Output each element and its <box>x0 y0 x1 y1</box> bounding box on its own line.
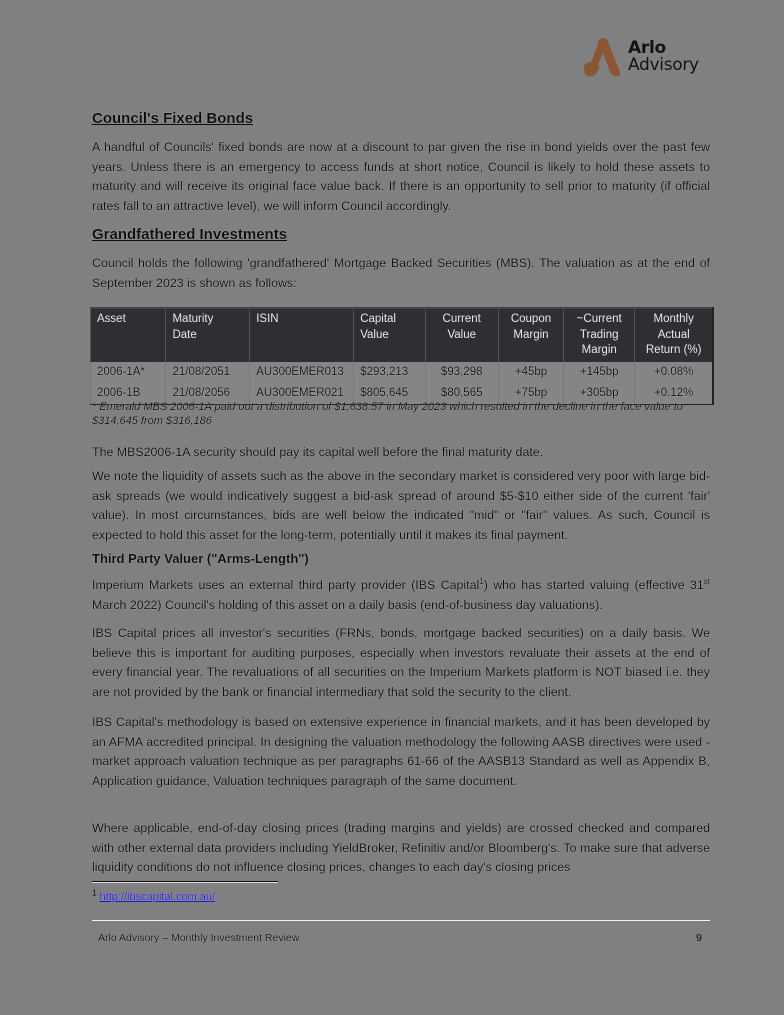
cell-coupon: +45bp <box>498 362 563 383</box>
footnote-marker: 1 <box>92 888 97 898</box>
table-row <box>91 362 714 383</box>
heading-grandfathered-investments: Grandfathered Investments <box>92 226 288 243</box>
cell-return: +0.08% <box>635 362 713 383</box>
table-footnote: * Emerald MBS 2006-1A paid out a distribution of $1,638.57 in May 2023 which resulted in the decline in the face value to $314,645 from $316,186 <box>92 401 683 427</box>
cell-asset: 2006-1B <box>91 383 166 405</box>
col-capital-value: Capital Value <box>354 308 425 362</box>
cell-current: $80,565 <box>425 383 498 405</box>
ibs-capital-link[interactable]: http://ibscapital.com.au/ <box>99 891 216 903</box>
col-monthly-return: Monthly Actual Return (%) <box>635 308 713 362</box>
cell-current: $93,298 <box>425 362 498 383</box>
heading-fixed-bonds: Council's Fixed Bonds <box>92 110 254 127</box>
footnote-ref-1[interactable]: 1 <box>479 576 484 586</box>
arlo-advisory-logo <box>580 34 715 80</box>
arlo-a-mark-icon <box>580 36 622 78</box>
footnote-separator <box>92 881 278 883</box>
page-number: 9 <box>696 932 702 944</box>
col-asset: Asset <box>91 308 166 362</box>
footer-divider <box>92 920 710 921</box>
footer-title: Arlo Advisory – Monthly Investment Review <box>98 932 300 944</box>
paragraph-grandfathered: Council holds the following 'grandfathered' Mortgage Backed Securities (MBS). The valuation as at the end of September 2023 is shown as follows: <box>92 256 710 290</box>
cell-isin: AU300EMER013 <box>250 362 354 383</box>
cell-capital: $805,645 <box>354 383 425 405</box>
paragraph-methodology: IBS Capital's methodology is based on extensive experience in financial markets, and it has been developed by an AFMA accredited principal. In designing the valuation methodology the following AASB directives were used - market approach valuation technique as per paragraphs 61-66 of the AASB13 Standard as well as Appendix B, Application guidance, Valuation techniques paragraph of the same document. <box>92 715 710 788</box>
col-trading-margin: ~Current Trading Margin <box>564 308 635 362</box>
cell-maturity: 21/08/2051 <box>166 362 250 383</box>
table-header-row <box>91 308 714 362</box>
col-current-value: Current Value <box>425 308 498 362</box>
cell-isin: AU300EMER021 <box>250 383 354 405</box>
cell-return: +0.12% <box>635 383 713 405</box>
col-isin: ISIN <box>250 308 354 362</box>
paragraph-ibs-prices: IBS Capital prices all investor's securities (FRNs, bonds, mortgage backed securities) on a daily basis. We believe this is important for auditing purposes, especially when investors revaluate their assets at the end of every financial year. The revaluations of all securities on the Imperium Markets platform is NOT biased i.e. they are not provided by the bank or financial intermediary that sold the security to the client. <box>92 626 710 699</box>
cell-trading: +305bp <box>564 383 635 405</box>
cell-asset: 2006-1A* <box>91 362 166 383</box>
heading-third-party-valuer: Third Party Valuer ("Arms-Length") <box>92 551 309 566</box>
col-maturity-date: Maturity Date <box>166 308 250 362</box>
paragraph-imperium: Imperium Markets uses an external third party provider (IBS Capital$^1$) who has started valuing (effective 31st March 2022) Council's holding of this asset on a daily basis (end-of-business day valuations). <box>92 576 710 612</box>
paragraph-mbs-note: The MBS2006-1A security should pay its capital well before the final maturity date. <box>92 445 544 459</box>
cell-coupon: +75bp <box>498 383 563 405</box>
cell-maturity: 21/08/2056 <box>166 383 250 405</box>
logo-line-2: Advisory <box>628 55 699 75</box>
footnote-1 <box>92 888 216 903</box>
logo-wordmark <box>628 40 699 74</box>
paragraph-fixed-bonds: A handful of Councils' fixed bonds are now at a discount to par given the rise in bond yields over the past few years. Unless there is an emergency to access funds at short notice, Council is likely to hold these assets to maturity and will receive its original face value back. If there is an opportunity to sell prior to maturity (if official rates fall to an attractive level), we will inform Council accordingly. <box>92 140 710 213</box>
cell-capital: $293,213 <box>354 362 425 383</box>
logo-line-1: Arlo <box>628 38 666 58</box>
paragraph-liquidity: We note the liquidity of assets such as the above in the secondary market is considered very poor with large bid-ask spreads (we would indicatively suggest a bid-ask spread of around $5-$10 either side of the current 'fair' value). In most circumstances, bids are well below the indicated "mid" or "fair" values. As such, Council is expected to hold this asset for the long-term, potentially until it makes its final payment. <box>92 469 710 542</box>
mbs-valuation-table <box>90 307 714 405</box>
col-coupon-margin: Coupon Margin <box>498 308 563 362</box>
cell-trading: +145bp <box>564 362 635 383</box>
paragraph-where-applicable: Where applicable, end-of-day closing prices (trading margins and yields) are crossed checked and compared with other external data providers including YieldBroker, Refinitiv and/or Bloomberg's. To make sure that adverse liquidity conditions do not influence closing prices, changes to each day's closing prices <box>92 821 710 875</box>
